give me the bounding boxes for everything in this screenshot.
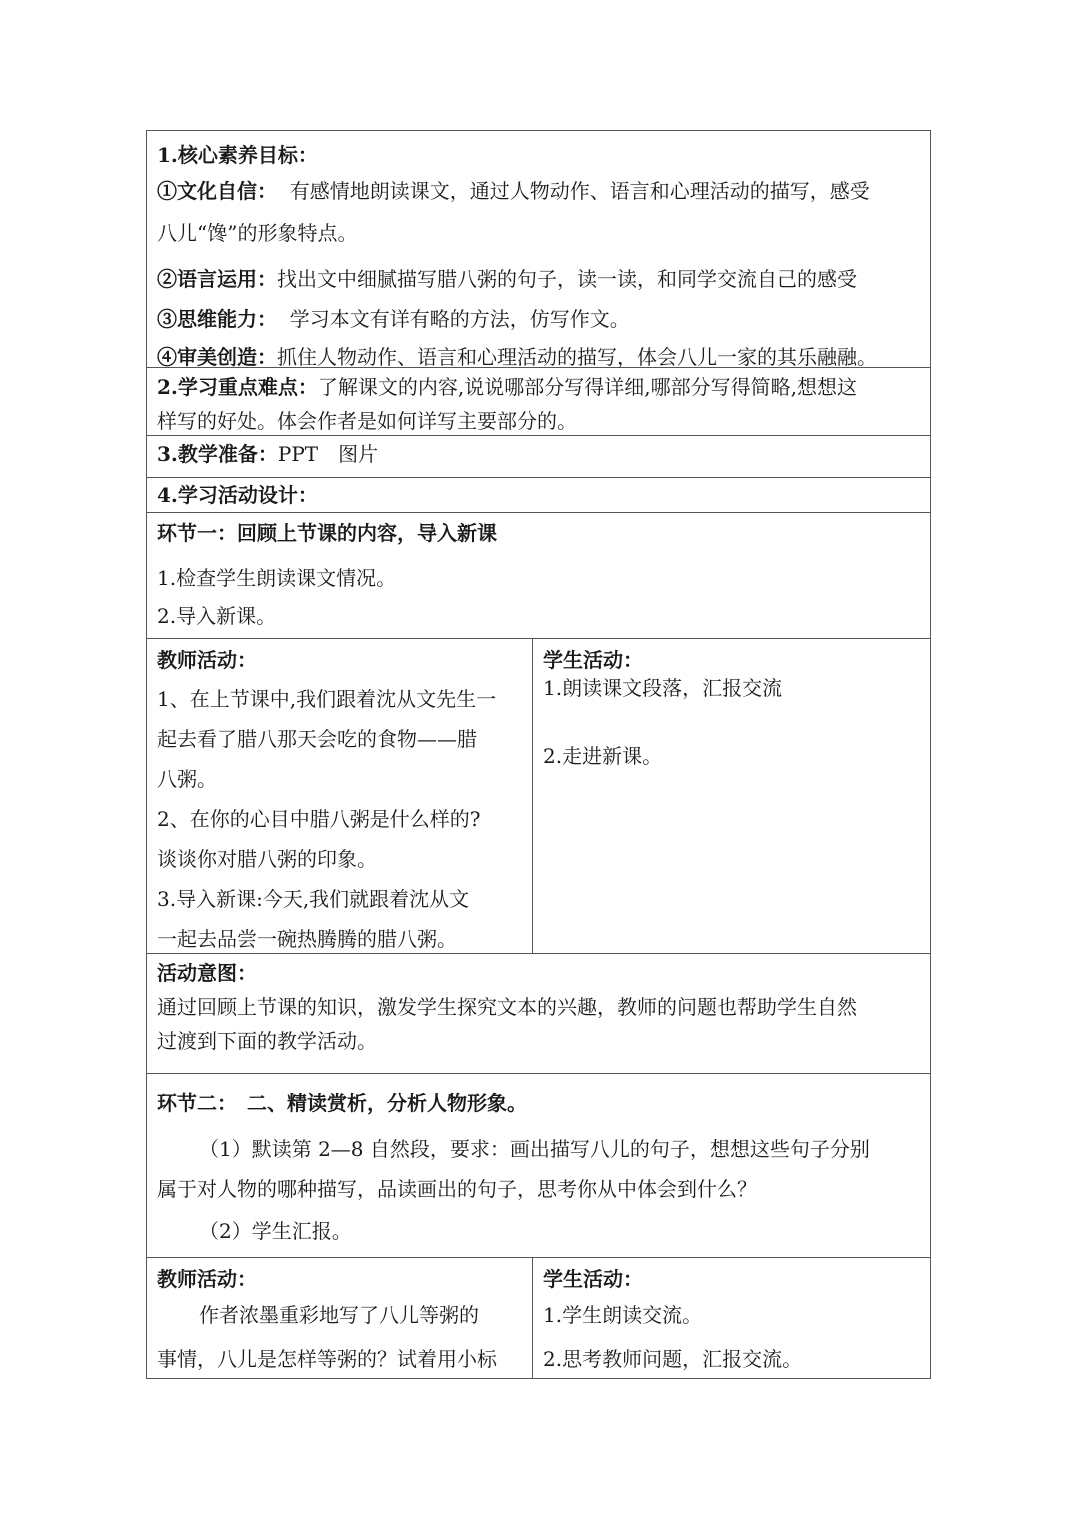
prep-cell: [147, 436, 931, 478]
activity1-row: [147, 639, 931, 954]
design-heading: 4.学习活动设计：: [157, 483, 318, 507]
key-points-line1: [157, 377, 920, 397]
activity1-teacher-line: 2、在你的心目中腊八粥是什么样的?: [157, 807, 481, 831]
activity1-teacher-line: 起去看了腊八那天会吃的食物——腊: [157, 727, 477, 751]
activity2-teacher-line2: 事情，八儿是怎样等粥的？试着用小标: [157, 1347, 497, 1371]
goal-aesthetic-text: 抓住人物动作、语言和心理活动的描写，体会八儿一家的其乐融融。: [277, 345, 877, 369]
activity2-student-line1: 1.学生朗读交流。: [543, 1303, 703, 1327]
design-heading-cell: [147, 478, 931, 513]
intent-cell: [147, 954, 931, 1074]
design-heading-row: [147, 478, 931, 513]
intent-row: [147, 954, 931, 1074]
activity1-teacher-cell: [147, 639, 533, 954]
activity1-teacher-line: 1、在上节课中,我们跟着沈从文先生一: [157, 687, 497, 711]
section2-title: 环节二： 二、精读赏析，分析人物形象。: [157, 1091, 527, 1115]
goals-cell: [147, 131, 931, 368]
goal-thinking-label: ③思维能力：: [157, 307, 277, 331]
activity1-teacher-line: 八粥。: [157, 767, 217, 791]
activity2-teacher-cell: [147, 1258, 533, 1379]
section2-line2: 属于对人物的哪种描写，品读画出的句子，思考你从中体会到什么？: [157, 1177, 757, 1201]
activity1-student-cell: [533, 639, 931, 954]
activity1-teacher-heading: 教师活动：: [157, 648, 257, 672]
activity1-student-heading: 学生活动：: [543, 648, 643, 672]
key-points-cell: [147, 368, 931, 436]
goal-culture-text: 有感情地朗读课文，通过人物动作、语言和心理活动的描写，感受: [289, 179, 870, 203]
lesson-plan-document: [146, 130, 930, 1379]
goal-language-label: ②语言运用：: [157, 267, 277, 291]
activity1-teacher-line: 一起去品尝一碗热腾腾的腊八粥。: [157, 927, 457, 951]
goal-thinking: [157, 309, 920, 329]
section1-line1: 1.检查学生朗读课文情况。: [157, 566, 397, 590]
key-points-row: [147, 368, 931, 436]
goal-aesthetic-label: ④审美创造：: [157, 345, 277, 369]
activity2-student-cell: [533, 1258, 931, 1379]
intent-heading: 活动意图：: [157, 961, 257, 985]
key-points-text: 了解课文的内容,说说哪部分写得详细,哪部分写得简略,想想这: [317, 375, 857, 399]
activity1-teacher-line: 3.导入新课:今天,我们就跟着沈从文: [157, 887, 470, 911]
prep-text: PPT 图片: [277, 442, 379, 466]
activity2-row: [147, 1258, 931, 1379]
goal-aesthetic: [157, 347, 920, 367]
section1-title: 环节一：回顾上节课的内容，导入新课: [157, 521, 497, 545]
intent-line1: 通过回顾上节课的知识，激发学生探究文本的兴趣，教师的问题也帮助学生自然: [157, 995, 857, 1019]
prep-label: 3.教学准备：: [157, 442, 278, 466]
activity2-student-heading: 学生活动：: [543, 1267, 643, 1291]
goal-language-text: 找出文中细腻描写腊八粥的句子，读一读，和同学交流自己的感受: [277, 267, 857, 291]
activity2-teacher-line1: 作者浓墨重彩地写了八儿等粥的: [199, 1303, 479, 1327]
lesson-plan-table: [146, 130, 931, 1379]
intent-line2: 过渡到下面的教学活动。: [157, 1029, 377, 1053]
section2-line1: （1）默读第 2—8 自然段，要求：画出描写八儿的句子，想想这些句子分别: [199, 1137, 870, 1161]
goals-row: [147, 131, 931, 368]
section2-row: [147, 1074, 931, 1258]
section2-cell: [147, 1074, 931, 1258]
goal-culture-cont: 八儿“馋”的形象特点。: [157, 221, 358, 245]
key-points-line2: 样写的好处。体会作者是如何详写主要部分的。: [157, 409, 577, 433]
section1-line2: 2.导入新课。: [157, 604, 277, 628]
goal-culture: [157, 181, 920, 201]
goals-heading: 1.核心素养目标：: [157, 143, 318, 167]
goal-culture-label: ①文化自信：: [157, 179, 277, 203]
activity2-teacher-heading: 教师活动：: [157, 1267, 257, 1291]
prep-row: [147, 436, 931, 478]
goal-thinking-text: 学习本文有详有略的方法，仿写作文。: [289, 307, 630, 331]
key-points-label: 2.学习重点难点：: [157, 375, 318, 399]
section1-row: [147, 513, 931, 639]
section1-cell: [147, 513, 931, 639]
activity1-student-line2: 2.走进新课。: [543, 744, 663, 768]
activity1-student-line1: 1.朗读课文段落，汇报交流: [543, 676, 783, 700]
section2-line3: （2）学生汇报。: [199, 1219, 352, 1243]
activity1-teacher-line: 谈谈你对腊八粥的印象。: [157, 847, 377, 871]
goal-language: [157, 269, 920, 289]
prep-line: [157, 444, 920, 464]
activity2-student-line2: 2.思考教师问题，汇报交流。: [543, 1347, 803, 1371]
